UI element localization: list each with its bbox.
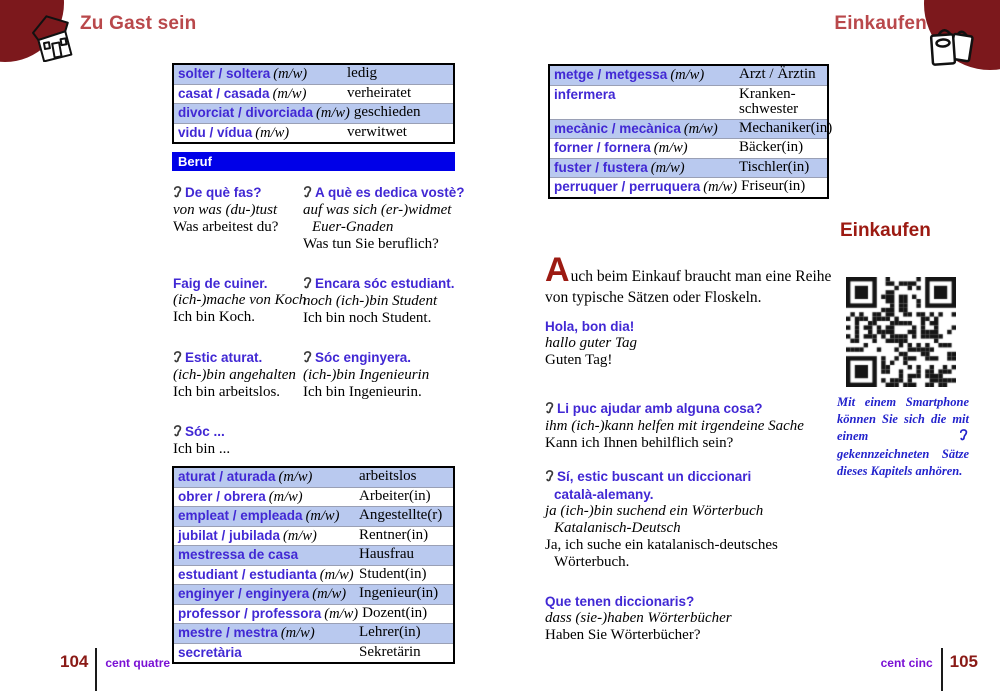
german-translation: Ich bin noch Student. [303,310,432,326]
gender-marker: (m/w) [268,488,303,505]
catalan-term: professor / professora [178,605,322,621]
marital-status-table [172,63,455,144]
table-row [174,605,453,625]
table-row [174,546,453,566]
ear-audio-icon [959,428,968,446]
german-term: Hausfrau [359,546,414,562]
table-row [174,624,453,644]
catalan-term: obrer / obrera [178,488,266,504]
catalan-term: estudiant / estudianta [178,566,317,582]
gender-marker: (m/w) [703,179,738,195]
table-row [174,124,453,143]
literal-translation: ihm (ich-)kann helfen mit irgendeine Sache [545,418,804,434]
note-text-after: gekennzeichneten Sätze dieses Kapitels anhören. [837,447,969,478]
literal-translation: (ich-)bin Ingenieurin [303,367,430,383]
gender-marker: (m/w) [273,66,308,82]
german-term: Kranken- [739,85,796,102]
catalan-term: aturat / aturada [178,469,276,484]
table-row [550,66,827,86]
catalan-phrase: Sóc ... [185,424,225,439]
page-number: 104 [60,652,89,671]
dialogue-block [545,400,850,452]
catalan-phrase: Faig de cuiner. [173,276,268,291]
table-row [174,104,453,124]
gender-marker: (m/w) [280,625,315,641]
dialogues-right [545,318,850,666]
gender-marker: (m/w) [319,566,354,583]
catalan-term: infermera [554,86,616,102]
german-term: arbeitslos [359,468,417,484]
footer-divider [95,648,97,691]
german-term: Arbeiter(in) [359,487,431,504]
gender-marker: (m/w) [305,508,340,524]
literal-translation: hallo guter Tag [545,335,637,351]
table-row [550,159,827,179]
table-row [550,119,833,140]
dialogue-block [173,423,303,458]
chapter-title-left: Zu Gast sein [80,13,197,34]
gender-marker: (m/w) [283,527,317,544]
catalan-term: perruquer / perruquera [554,179,701,194]
german-translation: Ja, ich suche ein katalanisch-deutsches [545,537,778,553]
german-term: Friseur(in) [741,178,806,194]
german-term: Tischler(in) [739,158,810,175]
table-row [550,86,827,120]
ear-audio-icon [173,424,182,441]
gender-marker: (m/w) [278,469,313,485]
catalan-phrase: De què fas? [185,185,262,200]
gender-marker: (m/w) [683,120,718,137]
catalan-term: mecànic / mecànica [554,120,681,136]
catalan-phrase: Li puc ajudar amb alguna cosa? [557,401,763,416]
german-translation: Guten Tag! [545,352,613,368]
catalan-term: secretària [178,644,242,660]
catalan-term: vidu / vídua [178,124,253,140]
gender-marker: (m/w) [312,586,347,602]
gender-marker: (m/w) [316,105,350,121]
dialogue-block [303,349,465,401]
gender-marker: (m/w) [650,159,685,176]
dialogue-block [173,275,307,326]
table-row [174,488,453,508]
dialogue-block [303,275,465,327]
catalan-phrase: Encara sóc estudiant. [315,276,455,291]
catalan-term: mestre / mestra [178,625,278,640]
catalan-term: fuster / fustera [554,159,648,175]
table-row [174,566,453,586]
german-term: Arzt / Ärztin [739,66,816,82]
gender-marker: (m/w) [670,67,705,83]
ear-audio-icon [173,350,182,367]
professions-table [172,466,455,664]
catalan-phrase: Sóc enginyera. [315,350,412,365]
german-term: Sekretärin [359,643,421,660]
catalan-term: empleat / empleada [178,508,303,523]
german-translation: Kann ich Ihnen behilflich sein? [545,435,734,451]
catalan-term: mestressa de casa [178,547,299,562]
page-number-word: cent quatre [105,656,171,670]
german-translation: Was arbeitest du? [173,219,279,235]
ear-audio-icon [303,185,312,202]
catalan-phrase: Estic aturat. [185,350,263,365]
catalan-phrase-line2: català-alemany. [554,487,654,502]
dialogue-block [545,318,850,369]
intro-text: uch beim Einkauf braucht man eine Reihe von typische Sätzen oder Floskeln. [545,268,832,306]
german-term: Lehrer(in) [359,624,421,640]
dialogues-left [173,184,465,480]
german-term: verwitwet [347,123,407,140]
shopping-bags-icon [926,24,978,75]
german-term: Angestellte(r) [359,507,443,523]
gender-marker: (m/w) [324,605,359,622]
jobs-table [548,64,833,199]
table-row [174,527,453,547]
table-row [174,65,453,85]
table-row [550,139,827,159]
footer-right [881,652,978,672]
section-title-einkaufen: Einkaufen [840,220,931,241]
table-row [174,468,453,488]
gender-marker: (m/w) [653,140,688,156]
catalan-term: enginyer / enginyera [178,586,310,601]
literal-translation: auf was sich (er-)widmet [303,202,452,218]
german-term: Ingenieur(in) [359,585,439,601]
literal-translation: von was (du-)tust [173,202,278,218]
dialogue-block [545,593,850,644]
footer-divider [941,648,943,691]
table-row [174,585,453,605]
german-translation: Haben Sie Wörterbücher? [545,627,701,643]
gender-marker: (m/w) [255,124,290,141]
qr-code [846,277,956,387]
catalan-term: jubilat / jubilada [178,527,281,543]
table-row [174,507,453,527]
german-term: verheiratet [347,84,412,101]
table-row [174,644,453,663]
catalan-phrase: Sí, estic buscant un diccionari [557,469,752,484]
german-translation: Was tun Sie beruflich? [303,236,439,252]
catalan-term: solter / soltera [178,66,271,81]
german-translation-line2: Wörterbuch. [554,554,630,570]
catalan-term: metge / metgessa [554,67,668,82]
dialogue-block [173,184,303,236]
catalan-term: casat / casada [178,85,270,101]
note-text-before: Mit einem Smartphone können Sie sich die mit einem [837,395,969,443]
margin-audio-note [837,394,969,480]
german-term: Mechaniker(in) [739,119,833,136]
literal-translation-line2: Katalanisch-Deutsch [554,520,681,536]
german-translation: Ich bin arbeitslos. [173,384,281,400]
german-term: ledig [347,65,377,81]
page-number-word: cent cinc [880,656,933,670]
ear-audio-icon [303,276,312,293]
footer-left [60,652,170,672]
german-term: Bäcker(in) [739,139,804,155]
catalan-term: forner / fornera [554,140,651,155]
table-row [174,85,453,105]
catalan-term: divorciat / divorciada [178,105,314,120]
german-term-line2: schwester [739,101,799,117]
catalan-phrase: Que tenen diccionaris? [545,594,695,609]
german-translation: Ich bin ... [173,441,231,457]
literal-translation: (ich-)mache von Koch [173,292,307,308]
literal-translation: (ich-)bin angehalten [173,367,296,383]
chapter-title-right: Einkaufen [834,13,927,34]
german-term: Dozent(in) [362,604,428,621]
section-header-beruf: Beruf [172,152,455,171]
ear-audio-icon [173,185,182,202]
german-term: geschieden [353,104,421,120]
dialogue-block [303,184,465,253]
dropcap-initial: A [545,251,571,289]
house-icon [26,12,74,67]
dialogue-block [545,468,850,571]
literal-translation: dass (sie-)haben Wörterbücher [545,610,732,626]
gender-marker: (m/w) [272,85,307,102]
intro-paragraph [545,251,839,308]
german-term: Student(in) [359,565,427,582]
german-term: Rentner(in) [359,526,429,543]
dialogue-block [173,349,303,401]
page-number: 105 [949,652,978,671]
literal-translation: noch (ich-)bin Student [303,293,438,309]
german-translation: Ich bin Koch. [173,309,256,325]
ear-audio-icon [545,401,554,418]
german-translation: Ich bin Ingenieurin. [303,384,422,400]
catalan-phrase: A què es dedica vostè? [315,185,465,200]
ear-audio-icon [545,469,554,486]
ear-audio-icon [303,350,312,367]
literal-translation: ja (ich-)bin suchend ein Wörterbuch [545,503,764,519]
literal-translation-line2: Euer-Gnaden [312,219,394,235]
table-row [550,178,827,197]
catalan-phrase: Hola, bon dia! [545,319,635,334]
